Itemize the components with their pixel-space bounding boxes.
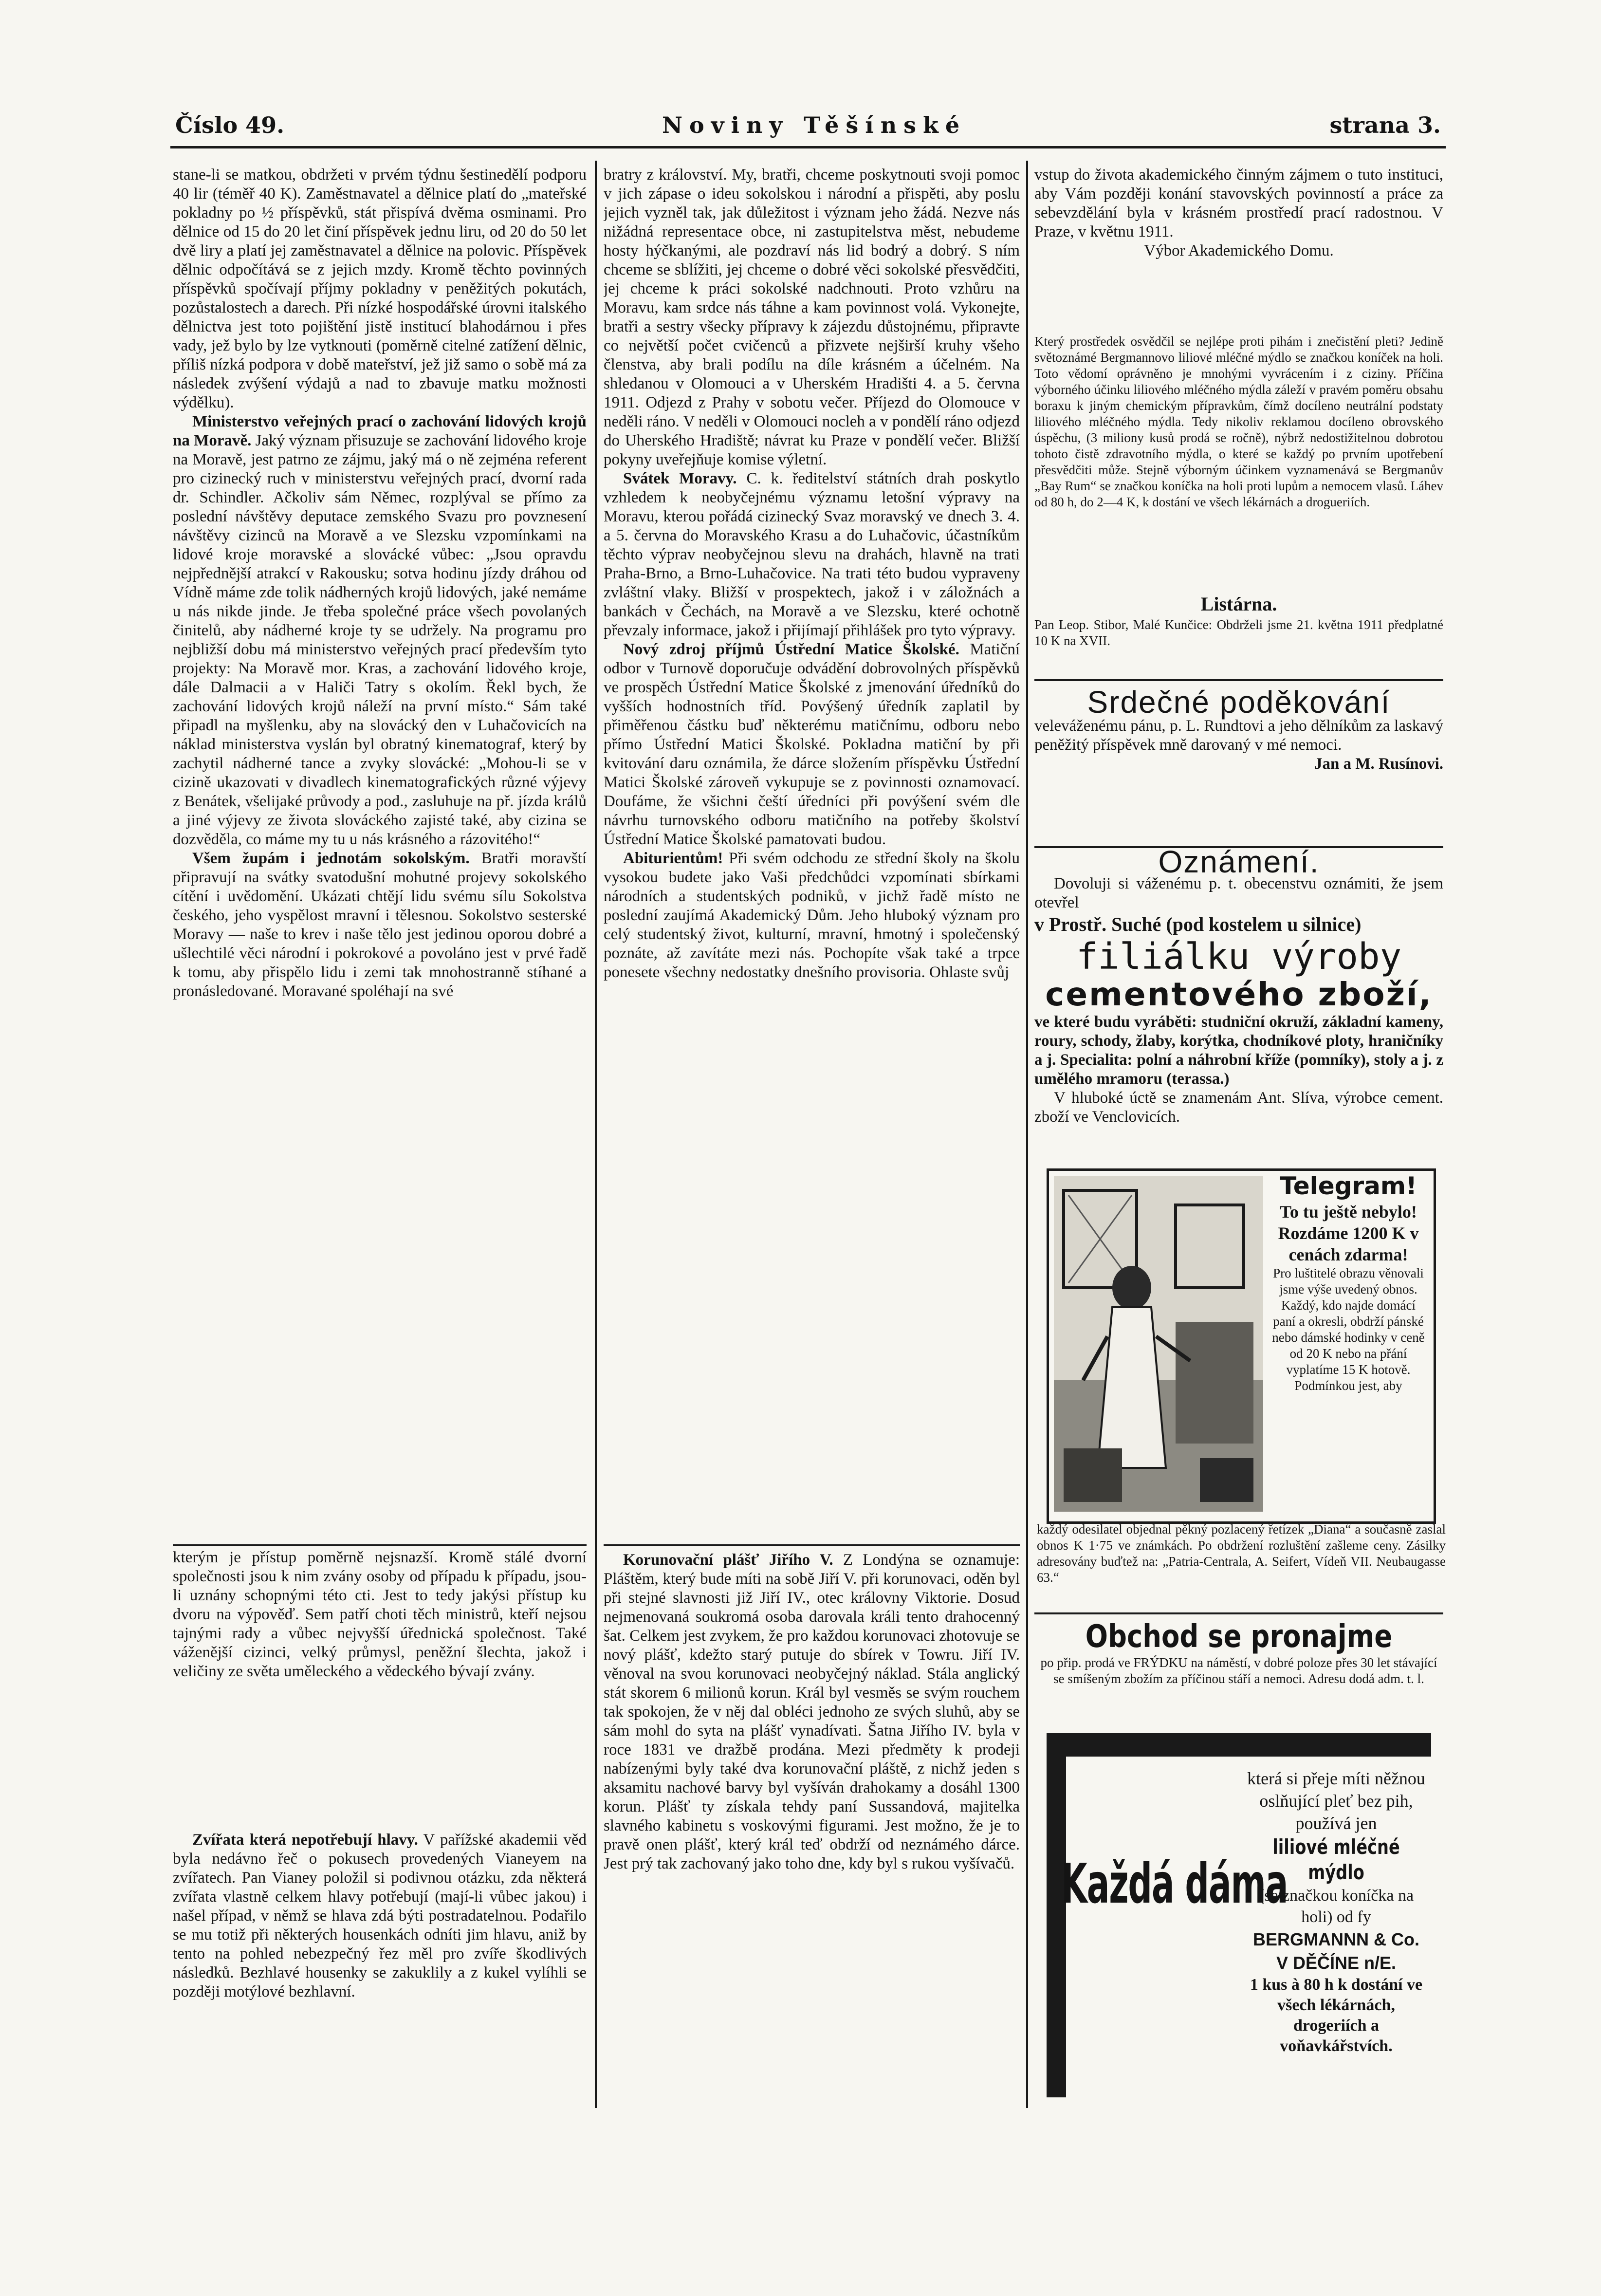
dama-firm: BERGMANNN & Co. [1253,1929,1419,1949]
dama-city: V DĚČÍNE n/E. [1276,1953,1397,1973]
column-divider-2 [1026,161,1028,2108]
article-ministry-text: Jaký význam přisuzuje se zachování lidového kroje na Moravě, jest patrno ze zájmu, jaký má o ně zejména referent pro cizinecký ruch v ministerstvu veřejných prací, dvorní rada dr. Schindler. Ačkoliv sám Němec, rozplýval se přímo za poslední návštěvy deputace zemského Svazu pro povznesení návštěvy cizinců na Moravě a ve Slezsku vzpomínkami na lidové kroje moravské a slovácké vůbec: „Jsou opravdu nejpřednější atrakcí v Rakousku; sotva hodinu jízdy dráhou od Vídně máme zde tolik nádherných krojů lidových, jaké nemáme u nás nikde jinde. Je třeba společné práce všech povolaných činitelů, aby nádherné kroje ty se udržely. Na programu pro nejbližší dobu má ministerstvo veřejných prací především tyto projekty: Na Moravě mor. Kras, a zachování lidového kroje, dále Dalmacii a v Haliči Tatry s okolím. Řekl bych, že zachování lidových krojů náleží na první místo.“ Sám také připadl na myšlenku, aby na slovácký den v Luhačovicích na náklad ministerstva vyslán byl obratný kinematograf, který by zachytil nádherné tance a zvyky slovácké: „Mohou-li se v cizině ukazovati v divadlech kinematografických různé výjevy z Benátek, všelijaké průvody a pod., zasluhuje na př. jízda králů a jiné výjevy ze života slováckého zajisté také, aby cizina se dozvěděla, co máme my tu u nás krásného a rázovitého!“ [173,432,587,848]
article-cloak-text: Z Londýna se oznamuje: Pláštěm, který bude míti na sobě Jiří V. při korunovaci, oděn byl při stejné slavnosti již Jiří IV., otec královny Viktorie. Dosud nejmenovaná soukromá osoba darovala králi tento drahocenný šat. Celkem jest zvykem, že pro každou korunovaci zhotovuje se nový plášť, kdežto starý putuje do sbírek v Towru. Jiří IV. věnoval na svou korunovaci neobyčejný náklad. Stála anglický stát skorem 6 milionů korun. Král byl vesměs se svým rouchem tak spokojen, že v něj dal obléci jednoho ze svých sluhů, aby se sám mohl do syta na plášť vynadívati. Šatna Jiřího IV. byla v roce 1831 ve dražbě prodána. Mezi předměty k prodeji nabízenými byly také dva korunovační pláště, z nichž jeden s aksamitu nachové barvy byl vyšíván drahokamy a dosáhl 1300 korun. Plášť ty získala tehdy paní Sussandová, majitelka slavného kabinetu s voskovými figurami. Jest možno, že je to pravě onen plášť, který král teď obdrží od neznámého dárce. Jest prý tak zachovaný jako toho dne, kdy byl s rukou vyšívačů. [604,1551,1020,1872]
listarna-text: Pan Leop. Stibor, Malé Kunčice: Obdrželi jsme 21. května 1911 předplatné 10 K na XVII. [1034,617,1443,648]
article-court-text: kterým je přístup poměrně nejsnazší. Kromě stálé dvorní společnosti jsou k nim zvány osoby od případu k případu, jsou-li uznány schopnými této cti. Jest to tedy jakýsi přístup ku dvoru na výpověď. Sem patří choti těch ministrů, kteří nejsou tajnými rady a vůbec nejvyšší úřednická společnost. Také váženější cizinci, velký průmysl, peněžní šlechta, jakož i veličiny ze světa uměleckého a vědeckého bývají zvány. [173,1549,587,1680]
telegram-conditions: Pro luštitelé obrazu věnovali jsme výše uvedený obnos. Každý, kdo najde domácí paní a okresli, obdrží pánské nebo dámské hodinky v ceně od 20 K nebo na přání vyplatíme 15 K hotově. Podmínkou jest, aby [1272,1266,1425,1393]
announcement-signature: V hluboké úctě se znamenám Ant. Slíva, výrobce cement. zboží ve Venclovicích. [1034,1089,1443,1126]
thanks-ad [1034,684,1443,845]
dama-soap: liliové mléčné mýdlo [1272,1835,1400,1884]
announcement-place: v Prostř. Suché (pod kostelem u silnice) [1034,913,1362,935]
telegram-ad-text [1270,1171,1426,1487]
announcement-cement: cementového zboží, [1045,976,1433,1013]
newspaper-title: Noviny Těšínské [662,112,967,138]
dama-ad-left-bar [1047,1757,1066,2097]
heading-sokol: Všem župám i jednotám sokolským. [192,850,470,867]
telegram-title: Telegram! [1280,1172,1417,1200]
telegram-ad-footer [1037,1521,1446,1609]
header-rule [170,146,1446,148]
soap-article: Který prostředek osvědčil se nejlépe proti pihám i znečistění pleti? Jedině světoznámé Bergmannovo liliové mléčné mýdlo se značkou koníček na holi. Toto vědomí oprávněno je mnohými vyvrácením i z ciziny. Příčina výborného účinku liliového mléčného mýdla záleží v pravém poměru obsahu boraxu k jiným chemickým přípravkům, čímž docíleno neutrální podstaty liliového mléčného mýdla. Tedy nikoliv reklamou docíleno obrovského úspěchu, (3 miliony kusů prodá se ročně), nýbrž nedostižitelnou dobrotou tohoto čistě zdravotního mýdla, o které se každý po prvním upotřebení přesvědčiti může. Stejně výborným účinkem vyznamenává se Bergmanův „Bay Rum“ se značkou koníčka na holi proti lupům a nemocem vlasů. Láhev od 80 h, do 2—4 K, k dostání ve všech lékárnách a drogueriích. [1034,334,1443,509]
dama-ad-top-bar [1047,1733,1431,1757]
article-income-text: Matiční odbor v Turnově doporučuje odvádění dobrovolných příspěvků ve prospěch Ústřední Matice Školské z jmenování úředníků do vyšších hodnostních tříd. Povýšený úředník zaplatil by přiměřenou částku buď některému matičnímu, odboru nebo přímo Ústřední Matici Školské. Pokladna matiční by při kvitování daru oznámila, že dárce složením příspěvku Ústřední Matici Školské zároveň vykupuje se z povinnosti oznamovací. Doufáme, že všichni čeští úředníci při povýšení svém dle návrhu turnovského odboru matičního na potřeby školství Ústřední Matice Školské pamatovati budou. [604,641,1020,848]
article-moravia-text: C. k. ředitelství státních drah poskytlo vzhledem k neobyčejnému významu letošní výpravy na Moravu, kterou pořádá cizinecký Svaz moravský ve dnech 3. 4. a 5. června do Moravského Krasu a do Luhačovic, účastníkům těchto výprav neobyčejnou slevu na drahách, hlavně na trati Praha-Brno, a Brno-Luhačovice. Na trati této budou vypraveny zvláštní vlaky. Bližší v prospektech, jakož i v záložnách a bankách v Čechách, na Moravě a ve Slezsku, které ochotně převzaly informace, jakož i přijímají přihlášek pro tyto výpravy. [604,470,1020,639]
heading-ministry-costumes: Ministerstvo veřejných prací o zachování lidových krojů na Moravě. [173,413,587,449]
telegram-offer: To tu ještě nebylo! Rozdáme 1200 K v cenách zdarma! [1278,1202,1419,1264]
heading-coronation-cloak: Korunovační plášť Jiřího V. [623,1551,833,1569]
column-1-top [173,166,587,1543]
dama-ad-text [1241,1767,1431,2098]
soap-advert-text [1034,333,1443,579]
column-divider-1 [595,161,597,2108]
column-1-court [173,1548,587,1821]
article-graduates-text: Při svém odchodu ze střední školy na školu vysokou budete jako Vaši předchůdci vzpomínati sbírkami národních a studentských podniků, v jichž řadě místo ne poslední zaujímá Akademický Dům. Jeho hluboký význam pro celý studentský život, kulturní, mravní, hmotný i společenský poznáte, až zavítáte mezi nás. Pochopíte však také a trpce ponesete všechny nedostatky dnešního provisoria. Ohlaste svůj [604,850,1020,981]
issue-number: Číslo 49. [175,112,285,138]
signature-academic-house: Výbor Akademického Domu. [1144,242,1334,259]
dama-mark: (se značkou koníčka na holi) od fy [1258,1887,1414,1926]
shop-ad [1034,1619,1443,1716]
column-2-bottom [604,1551,1020,2106]
telegram-address: každý odesilatel objednal pěkný pozlacený řetízek „Diana“ a současně zaslal obnos K 1·75 ve známkách. Po obdržení rozluštění zašleme ceny. Zásilky adresovány buďtež na: „Patria-Centrala, A. Seifert, Vídeň VII. Neubaugasse 63.“ [1037,1522,1446,1585]
page-header [175,112,1441,146]
thanks-text: veleváženému pánu, p. L. Rundtovi a jeho dělníkům za laskavý peněžitý příspěvek mně darovaný v mé nemoci. [1034,717,1443,754]
announcement-ad [1034,850,1443,1127]
article-sokol-continued: bratry z království. My, bratři, chceme poskytnouti svoji pomoc v jich zápase o ideu sokolskou i národní a přispěti, aby poslu jejich vyzněl tak, jak důležitost i význam jeho žádá. Nezve nás nižádná representace obce, ni zastupitelstva měst, nebudeme hosty hýčkanými, ale pozdraví nás lid bodrý a dobrý. S ním chceme se sblížiti, jej chceme o dobré věci sokolské přesvědčiti, jej chceme k práci sokolské nadchnouti. Proto vzhůru na Moravu, kam srdce nás táhne a kam povinnost volá. Vykonejte, bratři a sestry všecky přípravy k zájezdu důstojnému, připravte co největší počet cvičenců a přizvete nejširší kruhy všeho členstva, aby brali podílu na díle krásném a účelném. Na shledanou v Olomouci a v Uherském Hradišti 4. a 5. června 1911. Odjezd z Prahy v sobotu večer. Příjezd do Olomouce v neděli ráno. V neděli v Olomouci nocleh a v pondělí ráno odjezd do Uherského Hradiště; návrat ku Praze v pondělí večer. Bližší pokyny uveřejňuje komise výletní. [604,166,1020,468]
listarna-section [1034,592,1443,689]
rule-before-shop [1034,1612,1443,1614]
rule-before-announcement [1034,846,1443,848]
announcement-intro: Dovoluji si váženému p. t. obecenstvu oznámiti, že jsem otevřel [1034,875,1443,911]
heading-moravia-festival: Svátek Moravy. [623,470,737,487]
article-maternity-text: stane-li se matkou, obdržeti v prvém týdnu šestinedělí podporu 40 lir (téměř 40 K). Zaměstnavatel a dělnice platí do „mateřské pokladny po ½ příspěvků, stát přispívá dvěma osminami. Pro dělnice od 15 do 20 let činí příspěvek jednu liru, od 20 do 50 let dvě liry a platí jej zaměstnavatel a dělnice na polovic. Příspěvek dělnic odpočítává se z jejich mzdy. Kromě těchto povinných příspěvků spočívají příjmy pokladny v peněžitých pokutách, pozůstalostech a darech. Při nízké hospodářské úrovni italského dělnictva jest toto pojištění jistě institucí blahodárnou i přes vady, jež bylo by lze vytknouti (poměrně citelné zatížení dělnic, příliš nízká podpora v době mateřství, jež již samo o sobě má za následek zvýšení výdajů a nad to zbavuje matku možnosti výdělku). [173,166,587,411]
dama-big-text: Každá dáma [1061,1852,1288,1916]
announcement-products: ve které budu vyráběti: studniční okruží, základní kameny, roury, schody, žlaby, korýtka, chodníkové ploty, hraničníky a j. Specialita: polní a náhrobní kříže (pomníky), stoly a j. z umělého mramoru (terassa.) [1034,1013,1443,1088]
thanks-title: Srdečné poděkování [1087,685,1391,720]
article-graduates-end: vstup do života akademického činným zájmem o tuto instituci, aby Vám později konání stavovských povinností a práce za sebevzdělání byla v krásném prostředí prací radostnou. V Praze, v květnu 1911. [1034,166,1443,241]
rule-before-thanks [1034,679,1443,681]
heading-new-income: Nový zdroj příjmů Ústřední Matice Školské. [623,641,959,658]
shop-text: po přip. prodá ve FRÝDKU na náměstí, v dobré poloze přes 30 let stávající se smíšeným zbožím za příčinou stáří a nemoci. Adresu dodá adm. t. l. [1040,1655,1437,1686]
article-sokol-text: Bratři moravští připravují na svátky svatodušní mohutné projevy sokolského cítění i uvědomění. Ukázati chtějí lidu svému sílu Sokolstva českého, jeho vyspělost mravní i tělesnou. Sokolstvo sesterské Moravy — naše to krev i naše tělo jest jedinou oporou dobré a ušlechtilé věci národní i pokrokové a povoláno jest v prvé řadě k tomu, aby přispělo lidu i zemi tak mnohostranně stíhané a pronásledované. Moravané spoléhají na své [173,850,587,1000]
dama-intro: která si přeje míti něžnou oslňující pleť bez pih, používá jen [1247,1769,1425,1833]
puzzle-picture [1054,1176,1263,1512]
announcement-branch: filiálku výroby [1076,936,1402,978]
page-number: strana 3. [1329,112,1441,138]
dama-price: 1 kus à 80 h k dostání ve všech lékárnách, drogeriích a voňavkářstvích. [1250,1976,1423,2055]
column-1-mid-rule [173,1544,587,1546]
column-2-mid-rule [604,1544,1020,1546]
thanks-signature: Jan a M. Rusínovi. [1314,755,1443,773]
column-1-bottom [173,1831,587,2103]
article-headless-text: V pařížské akademii věd byla nedávno řeč o pokusech provedených Vianeyem na zvířatech. Pan Vianey položil si podivnou otázku, zda některá zvířata vlastně celkem hlavy potřebují (mají-li vůbec jakou) i našel případ, v němž se hlava zdá býti postradatelnou. Podařilo se mu totiž při některých housenkách odníti jim hlavu, aniž by tento na pohled nebezpečný řez měl pro zvíře škodlivých následků. Bezhlavé housenky se zakuklily a z kukel vylíhli se později motýlové bezhlavní. [173,1831,587,2000]
column-2-top [604,166,1020,1543]
heading-headless-animals: Zvířata která nepotřebují hlavy. [192,1831,418,1849]
announcement-title: Oznámení. [1158,850,1320,879]
listarna-heading: Listárna. [1200,593,1277,615]
column-3-top [1034,166,1443,331]
shop-title: Obchod se pronajme [1085,1619,1393,1655]
heading-graduates: Abiturientům! [623,850,723,867]
